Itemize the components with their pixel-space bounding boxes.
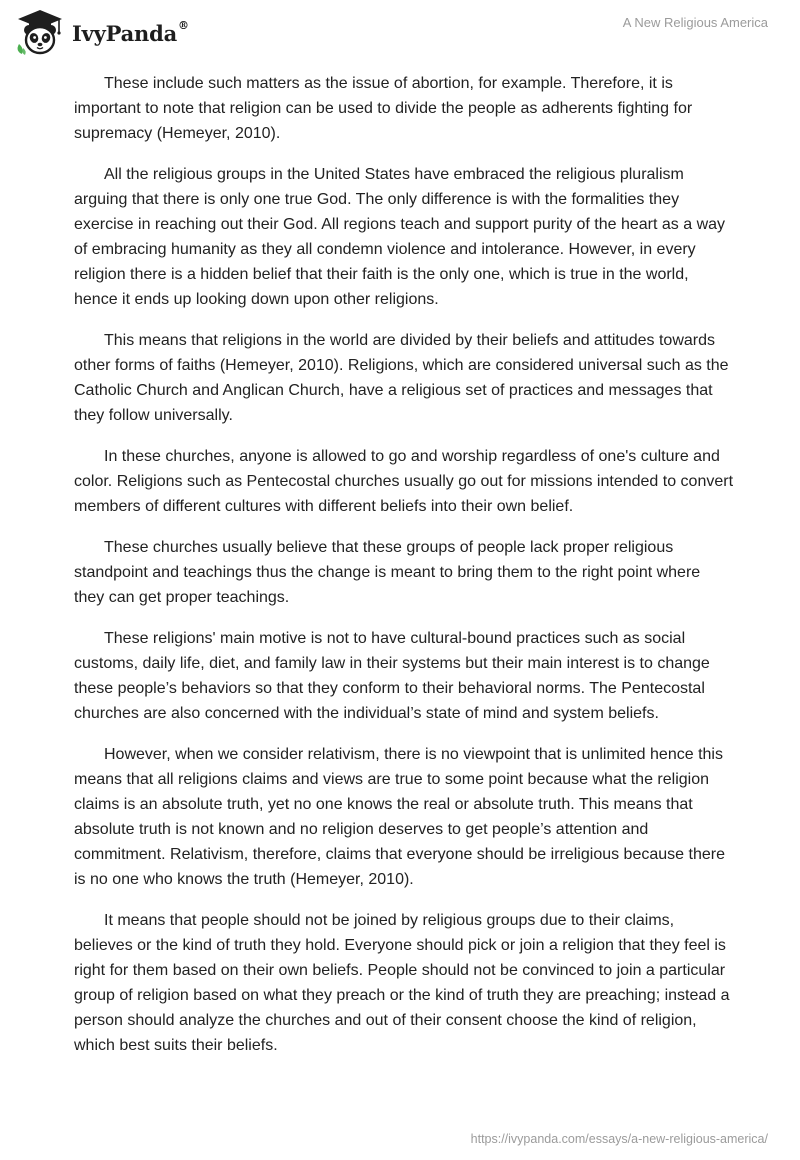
paragraph: In these churches, anyone is allowed to go and worship regardless of one's culture and color. Religions such as Pentecostal churches usually go out for missions intended to convert members of different cultures with different beliefs into their own belief. — [74, 448, 734, 515]
document-title: A New Religious America — [622, 15, 768, 30]
page-header — [0, 0, 800, 60]
paragraph: This means that religions in the world are divided by their beliefs and attitudes towards other forms of faiths (Hemeyer, 2010). Religions, which are considered universal such as the Catholic Church and Anglican Church, have a religious set of practices and messages that they follow universally. — [74, 332, 729, 424]
paragraph: These religions' main motive is not to have cultural-bound practices such as social customs, daily life, diet, and family law in their systems but their main interest is to change these people’s behaviors so that they conform to their behavioral norms. The Pentecostal churches are also concerned with the individual’s state of mind and system beliefs. — [74, 630, 710, 722]
source-url[interactable]: https://ivypanda.com/essays/a-new-religious-america/ — [470, 1132, 768, 1146]
paragraph: These churches usually believe that these groups of people lack proper religious standpoint and teachings thus the change is meant to bring them to the right point where they can get proper teachings. — [74, 539, 701, 606]
paragraph: It means that people should not be joined by religious groups due to their claims, believes or the kind of truth they hold. Everyone should pick or join a religion that they feel is right for them based on their own beliefs. People should not be convinced to join a particular group of religion based on what they preach or the kind of truth they are preaching; instead a person should analyze the churches and out of their consent choose the kind of religion, which best suits their beliefs. — [74, 912, 730, 1054]
paragraph: However, when we consider relativism, there is no viewpoint that is unlimited hence this means that all religions claims and views are true to some point because what the religion claims is an absolute truth, yet no one knows the real or absolute truth. This means that absolute truth is not known and no religion deserves to get people’s attention and commitment. Relativism, therefore, claims that everyone should be irreligious because there is no one who knows the truth (Hemeyer, 2010). — [74, 746, 725, 888]
brand-name: IvyPanda® — [72, 18, 189, 46]
paragraph: These include such matters as the issue of abortion, for example. Therefore, it is important to note that religion can be used to divide the people as adherents fighting for supremacy (Hemeyer, 2010). — [74, 75, 693, 142]
panda-graduate-logo-icon — [14, 8, 66, 56]
essay-body — [74, 71, 734, 1074]
brand-logo[interactable] — [14, 8, 189, 56]
registered-mark: ® — [178, 18, 189, 32]
paragraph: All the religious groups in the United States have embraced the religious pluralism arguing that there is only one true God. The only difference is with the formalities they exercise in reaching out their God. All regions teach and support purity of the heart as a way of embracing humanity as they all condemn violence and intolerance. However, in every religion there is a hidden belief that their faith is the only one, which is true in the world, hence it ends up looking down upon other religions. — [74, 166, 726, 308]
